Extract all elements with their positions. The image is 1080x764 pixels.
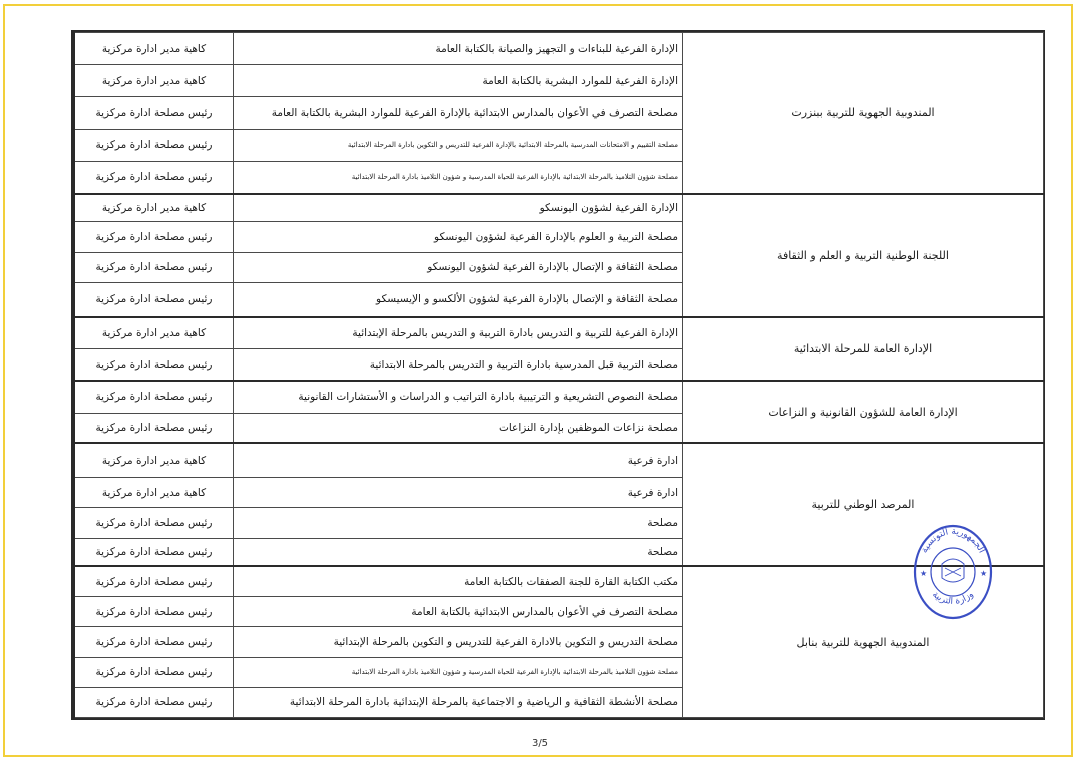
department-cell: الإدارة العامة للمرحلة الابتدائية xyxy=(683,317,1044,381)
svg-text:★: ★ xyxy=(980,569,988,578)
unit-cell: الإدارة الفرعية للبناءات و التجهيز والصيانة بالكتابة العامة xyxy=(234,33,683,65)
rank-cell: رئيس مصلحة ادارة مركزية xyxy=(74,627,234,657)
svg-text:★: ★ xyxy=(920,569,928,578)
svg-text:وزارة التربية xyxy=(930,590,976,607)
unit-cell: مصلحة نزاعات الموظفين بإدارة النزاعات xyxy=(234,413,683,443)
unit-cell: مصلحة xyxy=(234,508,683,538)
rank-cell: رئيس مصلحة ادارة مركزية xyxy=(74,381,234,413)
stamp-text-bottom: وزارة التربية xyxy=(930,589,976,607)
rank-cell: كاهية مدير ادارة مركزية xyxy=(74,65,234,97)
department-cell: الإدارة العامة للشؤون القانونية و النزاعات xyxy=(683,381,1044,443)
unit-cell: مصلحة xyxy=(234,538,683,566)
rank-cell: كاهية مدير ادارة مركزية xyxy=(74,33,234,65)
unit-cell: مصلحة التقييم و الامتحانات المدرسية بالمرحلة الابتدائية بالإدارة الفرعية للتدريس و التكوين بادارة المرحلة الابتدائية xyxy=(234,129,683,161)
rank-cell: رئيس مصلحة ادارة مركزية xyxy=(74,97,234,129)
rank-cell: رئيس مصلحة ادارة مركزية xyxy=(74,349,234,381)
unit-cell: مصلحة التربية و العلوم بالإدارة الفرعية لشؤون اليونسكو xyxy=(234,222,683,252)
unit-cell: مكتب الكتابة القارة للجنة الصفقات بالكتابة العامة xyxy=(234,566,683,596)
table-row xyxy=(74,566,1044,596)
rank-cell: رئيس مصلحة ادارة مركزية xyxy=(74,222,234,252)
unit-cell: مصلحة شؤون التلاميذ بالمرحلة الابتدائية بالإدارة الفرعية للحياة المدرسية و شؤون التلاميذ بادارة المرحلة الابتدائية xyxy=(234,657,683,687)
table-row xyxy=(74,381,1044,413)
rank-cell: كاهية مدير ادارة مركزية xyxy=(74,443,234,477)
rank-cell: رئيس مصلحة ادارة مركزية xyxy=(74,657,234,687)
unit-cell: الإدارة الفرعية للموارد البشرية بالكتابة العامة xyxy=(234,65,683,97)
svg-text:الجمهورية التونسية xyxy=(920,527,987,555)
unit-cell: الإدارة الفرعية للتربية و التدريس بادارة التربية و التدريس بالمرحلة الإبتدائية xyxy=(234,317,683,349)
unit-cell: ادارة فرعية xyxy=(234,478,683,508)
rank-cell: رئيس مصلحة ادارة مركزية xyxy=(74,413,234,443)
unit-cell: مصلحة الأنشطة الثقافية و الرياضية و الاجتماعية بالمرحلة الإبتدائية بادارة المرحلة الابتدائية xyxy=(234,687,683,717)
rank-cell: رئيس مصلحة ادارة مركزية xyxy=(74,538,234,566)
unit-cell: مصلحة الثقافة و الإتصال بالإدارة الفرعية لشؤون الألكسو و الإيسيسكو xyxy=(234,282,683,316)
unit-cell: مصلحة التربية قبل المدرسية بادارة التربية و التدريس بالمرحلة الابتدائية xyxy=(234,349,683,381)
table-row xyxy=(74,33,1044,65)
rank-cell: رئيس مصلحة ادارة مركزية xyxy=(74,597,234,627)
table-row xyxy=(74,317,1044,349)
department-cell: المندوبية الجهوية للتربية بنابل xyxy=(683,566,1044,717)
department-cell: المرصد الوطني للتربية xyxy=(683,443,1044,566)
official-stamp xyxy=(912,520,994,620)
positions-table xyxy=(73,32,1044,718)
unit-cell: الإدارة الفرعية لشؤون اليونسكو xyxy=(234,194,683,222)
rank-cell: رئيس مصلحة ادارة مركزية xyxy=(74,129,234,161)
table-row xyxy=(74,194,1044,222)
unit-cell: مصلحة النصوص التشريعية و الترتيبية بادارة التراتيب و الدراسات و الأستشارات القانونية xyxy=(234,381,683,413)
department-cell: اللجنة الوطنية التربية و العلم و الثقافة xyxy=(683,194,1044,317)
rank-cell: رئيس مصلحة ادارة مركزية xyxy=(74,282,234,316)
rank-cell: رئيس مصلحة ادارة مركزية xyxy=(74,687,234,717)
unit-cell: مصلحة الثقافة و الإتصال بالإدارة الفرعية لشؤون اليونسكو xyxy=(234,252,683,282)
positions-table-container xyxy=(71,30,1045,720)
rank-cell: رئيس مصلحة ادارة مركزية xyxy=(74,566,234,596)
page-number: 3/5 xyxy=(531,738,549,749)
unit-cell: مصلحة شؤون التلاميذ بالمرحلة الابتدائية بالإدارة الفرعية للحياة المدرسية و شؤون التلاميذ بادارة المرحلة الابتدائية xyxy=(234,161,683,193)
department-cell: المندوبية الجهوية للتربية ببنزرت xyxy=(683,33,1044,194)
unit-cell: مصلحة التصرف في الأعوان بالمدارس الابتدائية بالكتابة العامة xyxy=(234,597,683,627)
unit-cell: ادارة فرعية xyxy=(234,443,683,477)
stamp-text-top: الجمهورية التونسية xyxy=(919,526,987,555)
rank-cell: رئيس مصلحة ادارة مركزية xyxy=(74,252,234,282)
rank-cell: كاهية مدير ادارة مركزية xyxy=(74,194,234,222)
rank-cell: رئيس مصلحة ادارة مركزية xyxy=(74,161,234,193)
rank-cell: رئيس مصلحة ادارة مركزية xyxy=(74,508,234,538)
rank-cell: كاهية مدير ادارة مركزية xyxy=(74,478,234,508)
unit-cell: مصلحة التصرف في الأعوان بالمدارس الابتدائية بالإدارة الفرعية للموارد البشرية بالكتابة العامة xyxy=(234,97,683,129)
table-row xyxy=(74,443,1044,477)
unit-cell: مصلحة التدريس و التكوين بالادارة الفرعية للتدريس و التكوين بالمرحلة الإبتدائية xyxy=(234,627,683,657)
rank-cell: كاهية مدير ادارة مركزية xyxy=(74,317,234,349)
table-body xyxy=(74,33,1044,718)
